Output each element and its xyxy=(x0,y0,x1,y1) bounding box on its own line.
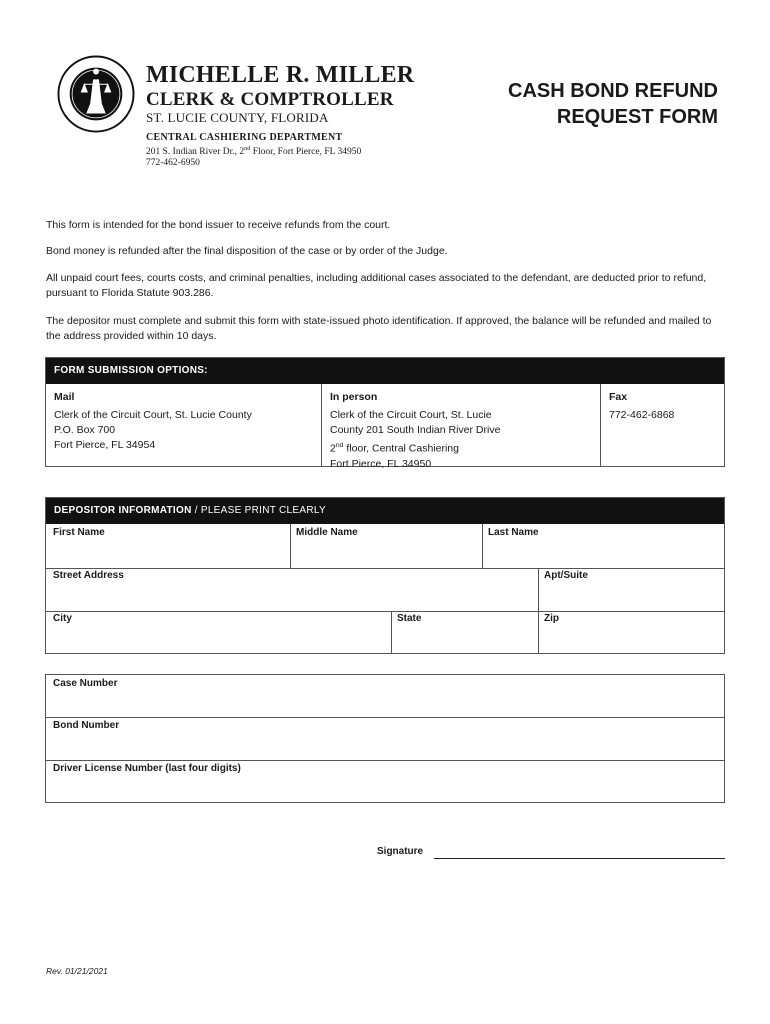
apt-suite-label: Apt/Suite xyxy=(544,570,588,581)
clerk-title: CLERK & COMPTROLLER xyxy=(146,89,394,110)
signature-label: Signature xyxy=(377,846,424,857)
submission-options-box xyxy=(45,357,725,470)
intro-paragraph-1: This form is intended for the bond issuer to receive refunds from the court. xyxy=(46,219,391,231)
city-label: City xyxy=(53,613,72,624)
depositor-info-box xyxy=(45,497,725,654)
in-person-heading: In person xyxy=(330,391,378,403)
zip-label: Zip xyxy=(544,613,559,624)
first-name-label: First Name xyxy=(53,527,105,538)
department-name: CENTRAL CASHIERING DEPARTMENT xyxy=(146,132,343,143)
intro-paragraph-4: The depositor must complete and submit this form with state-issued photo identification. If approved, the balance will be refunded and mailed to the address provided within 10 days. xyxy=(46,315,712,342)
depositor-info-heading: DEPOSITOR INFORMATION / PLEASE PRINT CLEARLY xyxy=(46,498,724,524)
county-name: ST. LUCIE COUNTY, FLORIDA xyxy=(146,110,329,125)
county-seal-logo xyxy=(57,55,135,133)
intro-paragraph-2: Bond money is refunded after the final disposition of the case or by order of the Judge. xyxy=(46,245,448,257)
in-person-line-1: Clerk of the Circuit Court, St. Lucie xyxy=(330,409,492,421)
in-person-line-2: County 201 South Indian River Drive xyxy=(330,424,501,436)
street-address-label: Street Address xyxy=(53,570,124,581)
driver-license-label: Driver License Number (last four digits) xyxy=(53,763,241,774)
in-person-line-4: Fort Pierce, FL 34950 xyxy=(330,457,432,470)
mail-heading: Mail xyxy=(54,391,75,403)
clerk-name: MICHELLE R. MILLER xyxy=(146,62,415,88)
divider xyxy=(46,611,724,612)
mail-option xyxy=(46,384,321,466)
case-number-label: Case Number xyxy=(53,678,118,689)
signature-line xyxy=(434,858,725,859)
divider xyxy=(290,524,291,568)
divider xyxy=(46,717,724,718)
department-address: 201 S. Indian River Dr., 2nd Floor, Fort Pierce, FL 34950 xyxy=(146,146,362,158)
submission-options-heading: FORM SUBMISSION OPTIONS: xyxy=(46,358,724,384)
bond-number-label: Bond Number xyxy=(53,720,120,731)
mail-line-3: Fort Pierce, FL 34954 xyxy=(54,439,156,451)
intro-paragraph-3: All unpaid court fees, courts costs, and criminal penalties, including additional cases associated to the defendant, are deducted prior to refund, pursuant to Florida Statute 903.286. xyxy=(46,272,707,299)
case-info-box xyxy=(45,674,725,803)
fax-number: 772-462-6868 xyxy=(609,409,675,421)
form-title: CASH BOND REFUND REQUEST FORM xyxy=(508,80,718,128)
in-person-option xyxy=(322,384,600,470)
state-label: State xyxy=(397,613,422,624)
divider xyxy=(46,568,724,569)
last-name-label: Last Name xyxy=(488,527,539,538)
in-person-line-3: 2nd floor, Central Cashiering xyxy=(330,442,459,455)
fax-heading: Fax xyxy=(609,391,628,403)
revision-date: Rev. 01/21/2021 xyxy=(46,966,108,976)
divider xyxy=(46,760,724,761)
divider xyxy=(391,611,392,654)
mail-line-2: P.O. Box 700 xyxy=(54,424,116,436)
fax-option xyxy=(601,384,724,466)
department-phone: 772-462-6950 xyxy=(146,158,200,168)
middle-name-label: Middle Name xyxy=(296,527,358,538)
mail-line-1: Clerk of the Circuit Court, St. Lucie County xyxy=(54,409,252,421)
divider xyxy=(482,524,483,568)
